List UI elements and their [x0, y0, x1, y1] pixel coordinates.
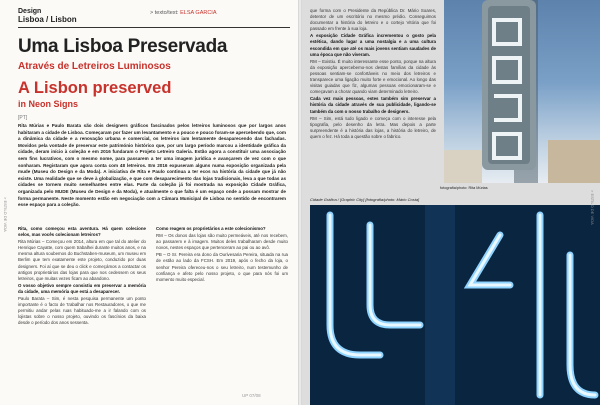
body-column-1 — [18, 226, 146, 328]
author-name: ELSA GARCIA — [180, 10, 217, 16]
answer: Paulo Barata – Sim, é nesta pesquisa permanente um ponto importante é o facto de 'trabalhar nos Restauradores, o que me permitiu andar pelas ruas habituado-me a ir falando com os lojistas sobre o nosso projeto, ouvindo os fascínios da baixa desde o período dos anos sessenta. — [18, 296, 146, 326]
subtitle-english: in Neon Signs — [18, 99, 79, 109]
question: O vosso objetivo sempre consistiu em preservar a memória da cidade, uma memória que está a desaparecer. — [18, 282, 146, 294]
body-column-2 — [156, 226, 288, 284]
title-portuguese: Uma Lisboa Preservada — [18, 36, 228, 57]
answer: RM – Os donos das lojas são muito permeáveis, até nos recebem, ao passarem e à imagem. Muitos deles trabalharam desde muito novos, nestes espaços que pertenceram ao pai ou ao avô. — [156, 233, 288, 251]
neon-tubes-photo — [310, 205, 600, 405]
photo-caption: fotografia/photo: Rita Múrias — [440, 186, 488, 190]
side-label: > ESTILO DE VIDA — [590, 190, 595, 225]
section-location: Lisboa / Lisbon — [18, 15, 77, 24]
paragraph: RM – Existiu. É muito interessante esse ponto, porque na altura da exposição apercebemo-nos destas famílias da cidade às pessoas sentiam-se confortáveis no meio dos letreiros e transparece uma ligação muito forte e emocional. Ao longo das visitas guiadas que fiz, algumas pessoas emocionaram-se e começavam a chorar quando viam determinado letreiro. — [310, 58, 436, 95]
neon-sign-photo — [444, 0, 600, 183]
answer: PB – O Sr. Pereira era dono da Ourivesaria Pereira, situada na rua de estão ao lado da FCSH. Em 2019, após o fecho da loja, o senhor Pereira ofereceu-nos o seu letreiro, num testemunho de confiança e afeto pelo nosso projeto, o que para nós foi um momento muito especial. — [156, 252, 288, 282]
question: Rita, como começou esta aventura. Há quem colecione selos, mas vocês colecionam letreiros? — [18, 226, 146, 238]
question: Cada vez mais pessoas, estes também sim preservar a história da cidade através de sua publicidade, ligando-se também da com o nosso trabalho de designers. — [310, 96, 436, 114]
neon-tubes-illustration — [310, 205, 600, 405]
paragraph: RM – Sim, está tudo ligado e começa com o interesse pela tipografia, pelo desenho da letra. Mas depois a parte surpreendente é a história das lojas, a história do letreiro, de quem o fez. Há toda a questão sobre o fabrico. — [310, 115, 436, 139]
neon-sign-illustration — [444, 0, 600, 183]
subtitle-portuguese: Através de Letreiros Luminosos — [18, 61, 171, 72]
left-page — [0, 0, 298, 405]
section-name: Design — [18, 8, 42, 15]
question: Como reagem os proprietários a este colecionismo? — [156, 226, 266, 231]
title-english: A Lisbon preserved — [18, 79, 172, 97]
author-label: > texto/text: — [150, 10, 179, 16]
header-rule — [18, 27, 290, 28]
side-label: > ESTILO DE VIDA — [3, 197, 8, 232]
photo-caption: Cidade Gráfica / [Graphic City] [fotografia/photo: Mário Costa] — [310, 197, 420, 202]
question: A exposição Cidade Gráfica incrementou o gosto pela estética, dando lugar a uma nostalgia e a uma cultura escondida em que até os mais jovens sentiam saudades de uma época que não viveram. — [310, 33, 436, 57]
section-label — [18, 8, 77, 24]
language-tag: [PT] — [18, 115, 28, 121]
paragraph: que forma com o Presidente da República Dr. Mário Soares, detentor de um escritório no mesmo prédio. Conseguimos documentar a história do letreiro e o cortejo Vitória que foi passado em frente à sua loja. — [310, 8, 436, 32]
body-column-3 — [310, 8, 436, 141]
author-credit — [150, 10, 217, 16]
spine-gutter — [298, 0, 302, 405]
lead-paragraph: Rita Múrias e Paulo Barata são dois designers gráficos fascinados pelos letreiros luminosos que por largos anos habitaram a cidade de Lisboa. Começaram por fazer um levantamento e a pouco e pouco foram-se apercebendo que, com a dinâmica da cidade e a renovação urbana e comercial, os letreiros iam lentamente desaparecendo das fachadas. Movidos pela vontade de preservar este património histórico que, por um largo período marcou a identidade gráfica da cidade, deram início à coleção e em 2016 fundaram o Projeto Letreiro Galeria. Estão agora a constituir uma associação sem fins lucrativos, com o mesmo nome, para passarem a ter uma imagem jurídica e avançarem de vez com o que sonharam. Registaram que agora conta com 48 letreiros. Em 2016 expuseram alguns numa exposição organizada pela mude (Museu do Design e da Moda). A iniciativa de Rita e Paulo continua a ter ecos na história da cidade que já não existe. Uma realidade que se deve à globalização, e que com desaparecimento das lojas tradicionais, leva a que todas as cidades se tornem muito semelhantes entre elas. Parte da coleção já foi mostrada na exposição Cidade Gráfica, organizada pelo MUDE (Museu de Design e da Moda), e atualmente o que falta é um espaço onde a possam mostrar de forma permanente. Neste momento estão em negociação com a Câmara Municipal de Lisboa no sentido de encontrarem esse espaço para a coleção. — [18, 123, 286, 208]
answer: Rita Múrias – Começou em 2014, altura em que tal do atelier do Henrique Cayatte, com quem trabalhei durante muitos anos, e na mesma altura soubemos do Buchstaben-museum, um museu em Berlim que tem exatamente este projeto, conduzido por duas designers. Foi aí que se deu o click e começámos a contactar os antigos proprietários das lojas para que nos cedessem os seus letreiros, que muitas vezes ficam ao abandono. — [18, 239, 146, 281]
page-folio: UP 07/08 — [242, 393, 261, 398]
